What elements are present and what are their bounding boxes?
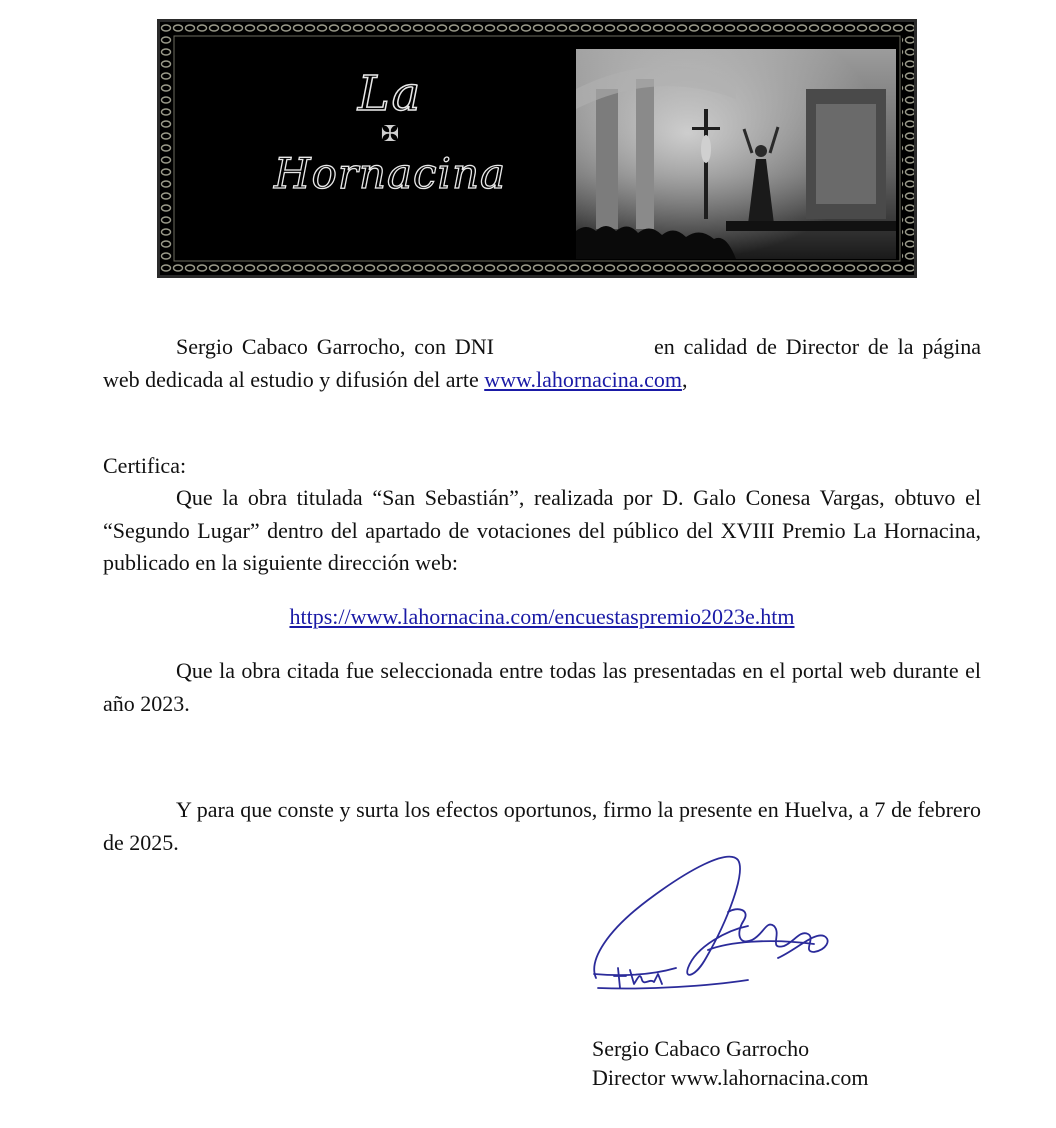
intro-text-end: en calidad de Director de la página web dedicada al estudio y difusión del arte (103, 334, 981, 392)
intro-paragraph (103, 331, 981, 396)
body-paragraph-1: Que la obra titulada “San Sebastián”, realizada por D. Galo Conesa Vargas, obtuvo el “Segundo Lugar” dentro del apartado de votaciones del público del XVIII Premio La Hornacina, publicado en la siguiente dirección web: (103, 485, 981, 575)
site-logo (240, 66, 540, 246)
body-paragraph-2: Que la obra citada fue seleccionada entre todas las presentadas en el portal web durante el año 2023. (103, 658, 981, 716)
banner-photo (576, 49, 896, 259)
signer-name: Sergio Cabaco Garrocho (592, 1036, 810, 1061)
handwritten-signature (588, 850, 844, 1000)
intro-text-start: Sergio Cabaco Garrocho, con DNI (176, 334, 495, 359)
certifica-label: Certifica: (103, 453, 187, 478)
signer-block (592, 1034, 869, 1092)
intro-trailing-comma: , (681, 366, 688, 392)
signer-title: Director www.lahornacina.com (592, 1065, 869, 1090)
logo-ornament: ✠ (380, 121, 400, 146)
url-paragraph (103, 601, 981, 634)
header-banner (157, 19, 917, 278)
survey-link[interactable]: https://www.lahornacina.com/encuestaspremio2023e.htm (289, 604, 795, 629)
logo-text-la: La (357, 66, 423, 122)
site-link[interactable]: www.lahornacina.com (484, 366, 682, 392)
logo-text-hornacina: Hornacina (273, 149, 507, 198)
body-paragraph-3: Y para que conste y surta los efectos oportunos, firmo la presente en Huelva, a 7 de febrero de 2025. (103, 797, 981, 855)
